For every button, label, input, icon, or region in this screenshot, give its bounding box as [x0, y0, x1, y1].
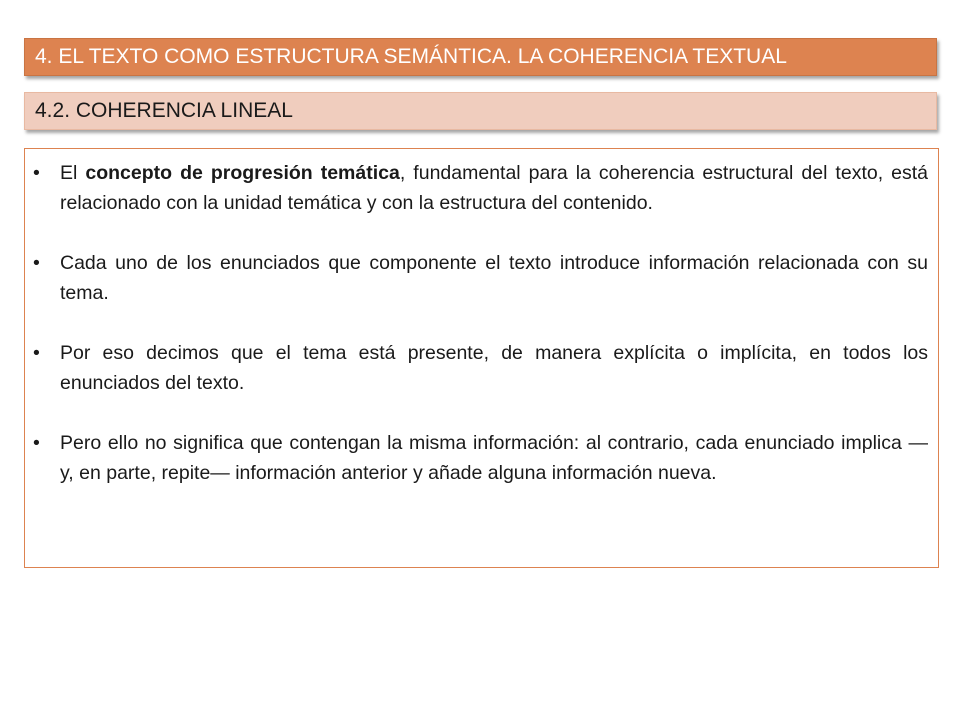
section-title: 4. EL TEXTO COMO ESTRUCTURA SEMÁNTICA. LA COHERENCIA TEXTUAL — [35, 45, 787, 68]
bullet-icon: • — [33, 342, 40, 364]
content-box — [24, 148, 939, 568]
bullet-icon: • — [33, 252, 40, 274]
bullet-icon: • — [33, 162, 40, 184]
bullet-item-2 — [33, 248, 928, 308]
subsection-title: 4.2. COHERENCIA LINEAL — [35, 99, 293, 122]
bullet-item-1 — [33, 158, 928, 218]
bullet-2-text: Cada uno de los enunciados que componente el texto introduce información relacionada con su tema. — [60, 252, 928, 304]
bullet-item-3 — [33, 338, 928, 398]
bullet-3-text: Por eso decimos que el tema está presente, de manera explícita o implícita, en todos los enunciados del texto. — [60, 342, 928, 394]
bullet-icon: • — [33, 432, 40, 454]
bullet-1-pre: El — [60, 162, 86, 184]
subsection-title-bar — [24, 92, 937, 130]
bullet-list — [33, 158, 928, 488]
bullet-item-4 — [33, 428, 928, 488]
bullet-1-post: , fundamental para la coherencia estructural del texto, está relacionado con la unidad temática y con la estructura del contenido. — [60, 162, 929, 214]
section-title-bar — [24, 38, 937, 76]
bullet-4-text: Pero ello no significa que contengan la misma información: al contrario, cada enunciado implica — y, en parte, repite— información anterior y añade alguna información nueva. — [60, 432, 928, 484]
bullet-1-bold: concepto de progresión temática — [85, 162, 400, 184]
